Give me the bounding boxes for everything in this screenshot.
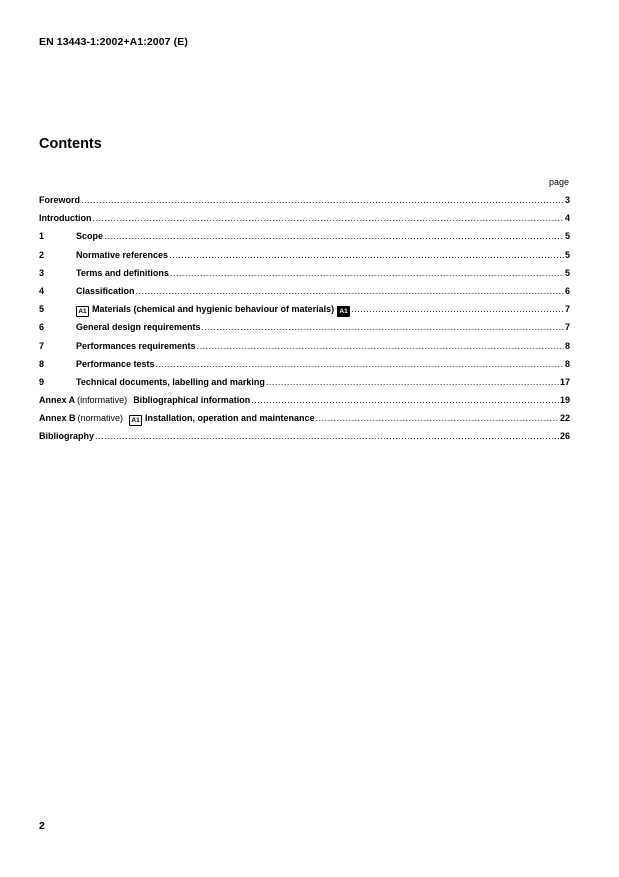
dot-leader <box>266 373 559 391</box>
amendment-start-icon: A1 <box>76 306 89 317</box>
toc-entry-performances-requirements[interactable] <box>39 337 570 355</box>
toc-section-number: 4 <box>39 285 45 296</box>
toc-page-number: 22 <box>559 413 570 424</box>
toc-title: Foreword <box>39 195 81 205</box>
toc-entry-normative-references[interactable] <box>39 246 570 264</box>
dot-leader <box>351 300 564 318</box>
toc-section-number: 5 <box>39 304 45 315</box>
toc-entry-technical-documents[interactable] <box>39 373 570 391</box>
amendment-end-icon: A1 <box>337 306 350 317</box>
dot-leader <box>104 227 564 245</box>
toc-entry-bibliography[interactable] <box>39 427 570 445</box>
page-column-label: page <box>548 177 569 187</box>
toc-page-number: 4 <box>564 213 570 224</box>
toc-title-text: Materials (chemical and hygienic behaviour of materials) <box>92 304 335 315</box>
toc-page-number: 8 <box>564 340 570 351</box>
dot-leader <box>197 337 564 355</box>
toc-page-number: 26 <box>559 431 570 442</box>
page-number: 2 <box>39 820 45 832</box>
toc-title-text: Installation, operation and maintenance <box>145 413 315 424</box>
toc-section-number: 7 <box>39 340 45 351</box>
toc-title-with-amendment <box>129 409 315 427</box>
toc-page-number: 5 <box>564 231 570 242</box>
toc-title: Performances requirements <box>76 340 196 351</box>
toc-title: Terms and definitions <box>76 267 169 278</box>
toc-entry-classification[interactable] <box>39 282 570 300</box>
toc-entry-scope[interactable] <box>39 227 570 245</box>
toc-page-number: 17 <box>559 376 570 387</box>
toc-page-number: 3 <box>564 195 570 205</box>
toc-entry-materials[interactable] <box>39 300 570 318</box>
dot-leader <box>170 264 564 282</box>
toc-entry-foreword[interactable] <box>39 191 570 209</box>
toc-section-number: 6 <box>39 322 45 333</box>
toc-page-number: 5 <box>564 249 570 260</box>
dot-leader <box>202 318 564 336</box>
toc-entry-introduction[interactable] <box>39 209 570 227</box>
toc-entry-annex-a[interactable] <box>39 391 570 409</box>
toc-annex-kind: (normative) <box>77 413 124 424</box>
toc-title: Introduction <box>39 213 92 224</box>
toc-entry-terms-and-definitions[interactable] <box>39 264 570 282</box>
document-header-reference: EN 13443-1:2002+A1:2007 (E) <box>39 36 188 48</box>
toc-page-number: 7 <box>564 322 570 333</box>
toc-title: Technical documents, labelling and marking <box>76 376 265 387</box>
dot-leader <box>93 209 564 227</box>
toc-entry-general-design-requirements[interactable] <box>39 318 570 336</box>
toc-annex-kind: (informative) <box>77 395 128 406</box>
toc-title: Scope <box>76 231 104 242</box>
toc-section-number: 3 <box>39 267 45 278</box>
toc-title: Bibliographical information <box>133 395 251 406</box>
toc-section-number: 9 <box>39 376 45 387</box>
toc-section-number: 8 <box>39 358 45 369</box>
table-of-contents <box>39 191 570 446</box>
amendment-start-icon: A1 <box>129 415 142 426</box>
dot-leader <box>316 409 559 427</box>
toc-page-number: 8 <box>564 358 570 369</box>
dot-leader <box>169 246 564 264</box>
contents-heading: Contents <box>39 136 102 152</box>
toc-annex-label: Annex B <box>39 413 76 424</box>
toc-entry-annex-b[interactable] <box>39 409 570 427</box>
toc-title: Normative references <box>76 249 169 260</box>
toc-annex-label: Annex A <box>39 395 76 406</box>
toc-title: Bibliography <box>39 431 95 442</box>
toc-section-number: 1 <box>39 231 45 242</box>
dot-leader <box>136 282 564 300</box>
toc-title: General design requirements <box>76 322 201 333</box>
dot-leader <box>81 191 564 209</box>
toc-entry-performance-tests[interactable] <box>39 355 570 373</box>
toc-page-number: 6 <box>564 285 570 296</box>
toc-title-with-amendment <box>76 300 350 318</box>
toc-page-number: 5 <box>564 267 570 278</box>
dot-leader <box>95 427 559 445</box>
toc-page-number: 7 <box>564 304 570 315</box>
toc-title: Classification <box>76 285 135 296</box>
dot-leader <box>251 391 559 409</box>
toc-title: Performance tests <box>76 358 155 369</box>
toc-section-number: 2 <box>39 249 45 260</box>
toc-page-number: 19 <box>559 395 570 406</box>
dot-leader <box>156 355 564 373</box>
